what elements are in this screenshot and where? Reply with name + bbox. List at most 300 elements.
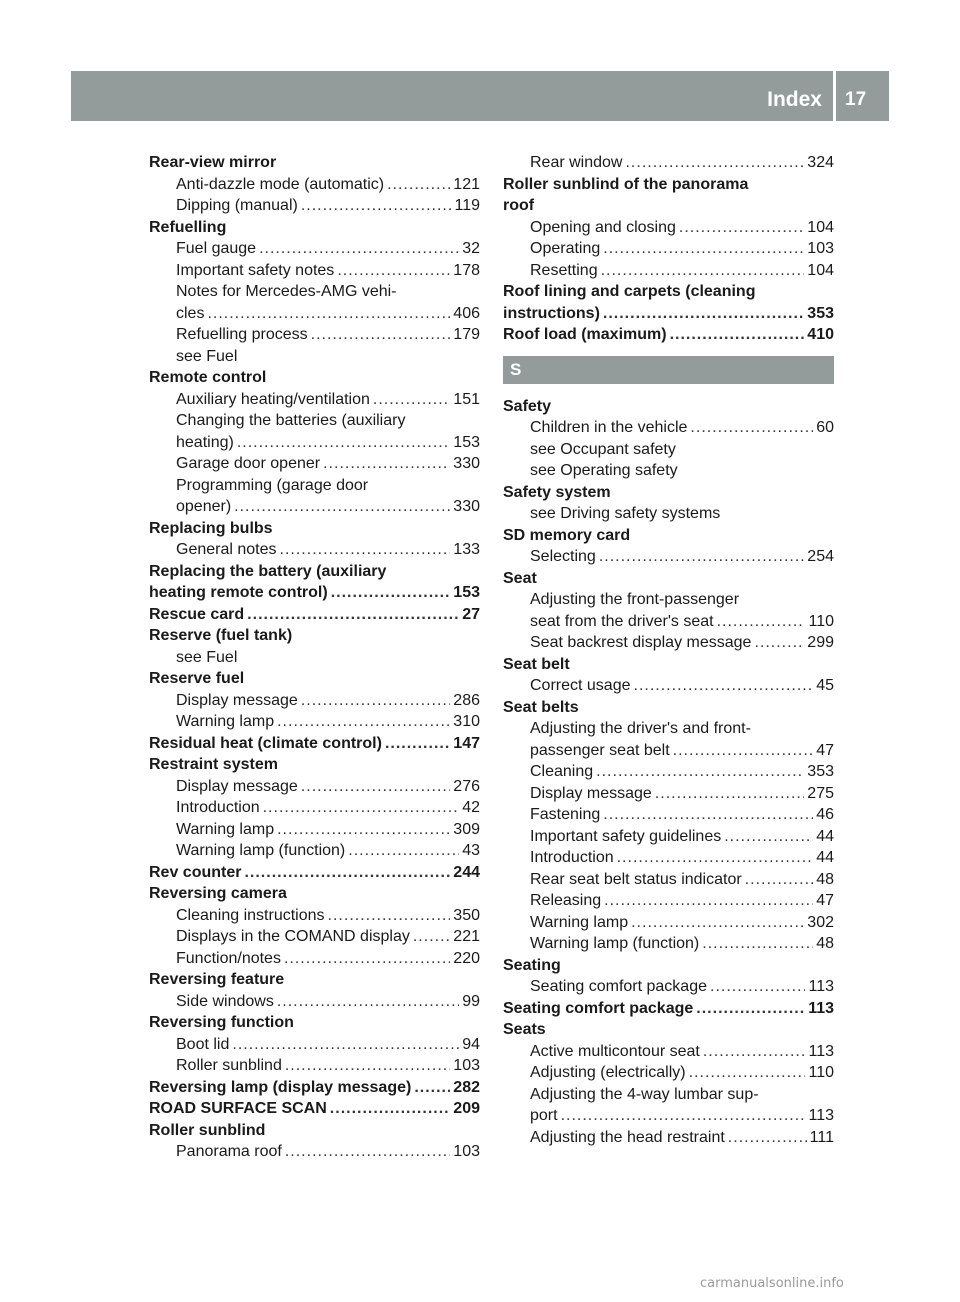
entry-label: Roller sunblind xyxy=(176,1057,282,1074)
page-reference-link[interactable]: 60 xyxy=(816,419,834,436)
entry-label: Reversing lamp (display message) xyxy=(149,1078,412,1096)
index-subentry[interactable] xyxy=(503,1041,834,1063)
entry-label: heating remote control) xyxy=(149,584,328,601)
leader-dots xyxy=(724,826,813,848)
leader-dots xyxy=(596,761,804,783)
index-subentry[interactable] xyxy=(503,826,834,848)
entry-label: Display message xyxy=(176,777,298,795)
page-reference-link[interactable]: 32 xyxy=(462,240,480,257)
leader-dots xyxy=(696,998,805,1020)
entry-label: Safety xyxy=(503,397,552,415)
index-column-right xyxy=(503,152,834,1148)
index-subentry[interactable] xyxy=(503,152,834,174)
index-subentry[interactable] xyxy=(149,496,480,518)
entry-label: Seats xyxy=(503,1021,546,1038)
entry-label: Resetting xyxy=(530,261,598,279)
entry-label: Seat xyxy=(503,569,537,587)
leader-dots xyxy=(689,1062,806,1084)
index-column-left xyxy=(149,152,480,1163)
leader-dots xyxy=(679,217,804,239)
leader-dots xyxy=(702,933,813,955)
index-subentry[interactable] xyxy=(503,890,834,912)
leader-dots xyxy=(617,847,814,869)
index-subentry[interactable] xyxy=(149,840,480,862)
page-reference-link[interactable]: 276 xyxy=(453,777,480,795)
leader-dots xyxy=(301,195,452,217)
index-entry-heading xyxy=(149,367,480,389)
leader-dots xyxy=(263,797,460,819)
entry-label: Warning lamp (function) xyxy=(530,935,700,952)
index-entry-heading xyxy=(503,654,834,676)
leader-dots xyxy=(234,496,450,518)
index-subentry[interactable] xyxy=(149,1141,480,1163)
entry-label: Rear-view mirror xyxy=(149,154,277,171)
entry-label: ROAD SURFACE SCAN xyxy=(149,1100,327,1117)
entry-label: Correct usage xyxy=(530,677,631,694)
index-entry-heading xyxy=(149,668,480,690)
leader-dots xyxy=(603,804,813,826)
entry-label: see Driving safety systems xyxy=(530,505,721,522)
index-subentry[interactable] xyxy=(503,847,834,869)
header-divider xyxy=(833,71,836,121)
index-entry-heading xyxy=(503,525,834,547)
entry-label: Restraint system xyxy=(149,756,278,773)
page-reference-link[interactable]: 133 xyxy=(453,541,480,558)
page-number: 17 xyxy=(845,89,867,110)
page-reference-link[interactable]: 111 xyxy=(809,1128,834,1146)
page-reference-link[interactable]: 353 xyxy=(807,763,834,780)
entry-label: Adjusting the front-passenger xyxy=(530,591,740,608)
entry-label: see Occupant safety xyxy=(530,440,676,458)
index-subentry[interactable] xyxy=(503,675,834,697)
entry-label: Side windows xyxy=(176,992,274,1010)
entry-label: Seating comfort package xyxy=(503,999,694,1017)
leader-dots xyxy=(414,1077,450,1099)
index-entry-heading[interactable] xyxy=(149,604,480,626)
index-subentry[interactable] xyxy=(149,260,480,282)
entry-label: Reserve (fuel tank) xyxy=(149,627,293,644)
index-entry-heading xyxy=(149,754,480,776)
entry-label: Releasing xyxy=(530,892,602,909)
entry-label: Introduction xyxy=(530,849,614,866)
entry-label: Warning lamp xyxy=(176,713,275,730)
index-subentry[interactable] xyxy=(503,546,834,568)
leader-dots xyxy=(337,260,450,282)
entry-label: Reversing camera xyxy=(149,885,287,902)
page-reference-link[interactable]: 43 xyxy=(462,842,480,859)
index-subentry[interactable] xyxy=(503,217,834,239)
page-reference-link[interactable]: 282 xyxy=(453,1078,480,1096)
entry-label: Anti-dazzle mode (automatic) xyxy=(176,175,385,193)
index-subentry[interactable] xyxy=(149,819,480,841)
page-reference-link[interactable]: 94 xyxy=(462,1035,480,1053)
leader-dots xyxy=(280,539,451,561)
leader-dots xyxy=(331,582,451,604)
index-subentry xyxy=(149,346,480,368)
page-reference-link[interactable]: 310 xyxy=(453,713,480,730)
index-subentry[interactable] xyxy=(503,761,834,783)
watermark: carmanualsonline.info xyxy=(700,1276,844,1291)
leader-dots xyxy=(385,733,450,755)
index-entry-heading[interactable] xyxy=(149,862,480,884)
index-subentry[interactable] xyxy=(149,389,480,411)
index-entry-heading[interactable] xyxy=(149,582,480,604)
page-reference-link[interactable]: 286 xyxy=(453,691,480,709)
index-subentry[interactable] xyxy=(149,926,480,948)
entry-label: Roof lining and carpets (cleaning xyxy=(503,283,756,300)
entry-label: General notes xyxy=(176,541,277,558)
index-subentry[interactable] xyxy=(503,912,834,934)
leader-dots xyxy=(561,1105,806,1127)
page-reference-link[interactable]: 113 xyxy=(808,1107,834,1124)
entry-label: Reversing feature xyxy=(149,971,285,988)
index-subentry xyxy=(503,439,834,461)
page-reference-link[interactable]: 178 xyxy=(453,261,480,279)
entry-label: Reserve fuel xyxy=(149,670,245,687)
leader-dots xyxy=(259,238,459,260)
index-subentry[interactable] xyxy=(503,869,834,891)
leader-dots xyxy=(631,912,804,934)
page-reference-link[interactable]: 406 xyxy=(453,304,480,322)
entry-label: Important safety notes xyxy=(176,261,335,279)
entry-label: Panorama roof xyxy=(176,1143,282,1160)
entry-label: Important safety guidelines xyxy=(530,827,722,845)
leader-dots xyxy=(237,432,450,454)
entry-label: seat from the driver's seat xyxy=(530,612,714,630)
page-reference-link[interactable]: 104 xyxy=(807,261,834,279)
index-subentry xyxy=(503,1084,834,1106)
index-subentry[interactable] xyxy=(503,1105,834,1127)
leader-dots xyxy=(285,1055,450,1077)
index-entry-heading[interactable] xyxy=(149,733,480,755)
entry-label: Adjusting the driver's and front- xyxy=(530,720,751,737)
entry-label: Function/notes xyxy=(176,949,281,967)
index-subentry[interactable] xyxy=(149,195,480,217)
index-subentry[interactable] xyxy=(503,976,834,998)
page-reference-link[interactable]: 153 xyxy=(453,433,480,451)
index-subentry[interactable] xyxy=(503,1127,834,1149)
entry-label: Seating xyxy=(503,956,561,974)
entry-label: Rev counter xyxy=(149,863,242,881)
entry-label: Rescue card xyxy=(149,605,245,623)
index-subentry xyxy=(503,460,834,482)
index-subentry[interactable] xyxy=(149,1055,480,1077)
entry-label: Introduction xyxy=(176,799,260,816)
index-entry-heading xyxy=(503,955,834,977)
index-entry-heading[interactable] xyxy=(503,303,834,325)
entry-label: Notes for Mercedes-AMG vehi- xyxy=(176,283,397,300)
leader-dots xyxy=(703,1041,806,1063)
page-title: Index xyxy=(767,88,822,111)
entry-label: Selecting xyxy=(530,548,596,565)
entry-label: Seat belts xyxy=(503,698,579,716)
index-subentry[interactable] xyxy=(149,324,480,346)
leader-dots xyxy=(277,819,450,841)
index-entry-heading[interactable] xyxy=(503,998,834,1020)
entry-label: heating) xyxy=(176,433,234,451)
index-entry-heading xyxy=(503,568,834,590)
page-reference-link[interactable]: 330 xyxy=(453,455,480,472)
leader-dots xyxy=(328,905,451,927)
leader-dots xyxy=(373,389,450,411)
leader-dots xyxy=(728,1127,807,1149)
index-subentry[interactable] xyxy=(149,1034,480,1056)
entry-label: Adjusting the 4-way lumbar sup- xyxy=(530,1085,759,1103)
index-subentry xyxy=(503,503,834,525)
index-entry-heading xyxy=(503,1019,834,1041)
entry-label: Active multicontour seat xyxy=(530,1042,700,1060)
index-subentry[interactable] xyxy=(503,417,834,439)
entry-label: Seating comfort package xyxy=(530,978,707,995)
page-reference-link[interactable]: 353 xyxy=(807,304,834,322)
leader-dots xyxy=(285,1141,450,1163)
page-reference-link[interactable]: 110 xyxy=(808,612,834,630)
entry-label: Warning lamp xyxy=(176,820,275,838)
page-reference-link[interactable]: 42 xyxy=(462,799,480,816)
entry-label: Warning lamp xyxy=(530,913,629,931)
index-subentry[interactable] xyxy=(149,948,480,970)
leader-dots xyxy=(745,869,814,891)
page-reference-link[interactable]: 44 xyxy=(816,849,834,866)
entry-label: Adjusting the head restraint xyxy=(530,1128,725,1146)
entry-label: Roller sunblind xyxy=(149,1121,266,1139)
page-reference-link[interactable]: 275 xyxy=(807,784,834,802)
leader-dots xyxy=(301,690,450,712)
entry-label: Dipping (manual) xyxy=(176,197,298,214)
leader-dots xyxy=(754,632,804,654)
entry-label: Changing the batteries (auxiliary xyxy=(176,412,406,429)
index-subentry xyxy=(149,475,480,497)
page-reference-link[interactable]: 254 xyxy=(807,548,834,565)
leader-dots xyxy=(717,611,806,633)
entry-label: Display message xyxy=(530,784,652,802)
entry-label: Residual heat (climate control) xyxy=(149,734,382,752)
leader-dots xyxy=(244,862,450,884)
index-entry-heading xyxy=(503,281,834,303)
index-entry-heading xyxy=(149,625,480,647)
index-entry-heading xyxy=(149,1012,480,1034)
entry-label: Adjusting (electrically) xyxy=(530,1064,686,1081)
leader-dots xyxy=(277,711,450,733)
page-reference-link[interactable]: 330 xyxy=(453,498,480,515)
entry-label: Cleaning xyxy=(530,763,594,780)
index-entry-heading[interactable] xyxy=(149,1098,480,1120)
index-subentry[interactable] xyxy=(503,1062,834,1084)
page-reference-link[interactable]: 45 xyxy=(816,677,834,694)
index-entry-heading xyxy=(149,1120,480,1142)
index-subentry[interactable] xyxy=(149,991,480,1013)
page-reference-link[interactable]: 209 xyxy=(453,1100,480,1117)
entry-label: roof xyxy=(503,197,535,214)
page-reference-link[interactable]: 99 xyxy=(462,992,480,1010)
section-letter: S xyxy=(510,359,522,379)
index-subentry xyxy=(149,410,480,432)
index-entry-heading xyxy=(503,174,834,196)
page-reference-link[interactable]: 47 xyxy=(816,892,834,909)
index-subentry[interactable] xyxy=(149,776,480,798)
index-subentry[interactable] xyxy=(149,432,480,454)
entry-label: Seat backrest display message xyxy=(530,634,752,651)
leader-dots xyxy=(625,152,804,174)
leader-dots xyxy=(247,604,459,626)
entry-label: see Fuel xyxy=(176,347,238,365)
index-subentry[interactable] xyxy=(503,260,834,282)
leader-dots xyxy=(311,324,451,346)
index-subentry[interactable] xyxy=(149,797,480,819)
entry-label: passenger seat belt xyxy=(530,741,670,759)
leader-dots xyxy=(655,783,804,805)
entry-label: Rear window xyxy=(530,154,623,171)
leader-dots xyxy=(330,1098,451,1120)
page-reference-link[interactable]: 302 xyxy=(807,913,834,931)
index-entry-heading xyxy=(503,697,834,719)
index-entry-heading[interactable] xyxy=(149,1077,480,1099)
entry-label: Operating xyxy=(530,240,601,257)
page-reference-link[interactable]: 350 xyxy=(453,906,480,924)
entry-label: Display message xyxy=(176,691,298,709)
page-reference-link[interactable]: 410 xyxy=(807,326,834,343)
page-reference-link[interactable]: 153 xyxy=(453,584,480,601)
page-reference-link[interactable]: 103 xyxy=(807,240,834,257)
entry-label: Remote control xyxy=(149,369,267,386)
page-reference-link[interactable]: 113 xyxy=(808,978,834,995)
index-subentry[interactable] xyxy=(503,632,834,654)
index-subentry[interactable] xyxy=(503,804,834,826)
page-reference-link[interactable]: 48 xyxy=(816,870,834,888)
entry-label: Auxiliary heating/ventilation xyxy=(176,390,370,408)
index-entry-heading xyxy=(503,396,834,418)
leader-dots xyxy=(690,417,813,439)
index-entry-heading xyxy=(503,195,834,217)
entry-label: Replacing bulbs xyxy=(149,519,273,537)
index-subentry[interactable] xyxy=(503,933,834,955)
page-reference-link[interactable]: 113 xyxy=(808,1042,834,1060)
leader-dots xyxy=(413,926,450,948)
leader-dots xyxy=(207,303,450,325)
index-entry-heading xyxy=(503,482,834,504)
page-reference-link[interactable]: 179 xyxy=(453,326,480,343)
page-reference-link[interactable]: 121 xyxy=(453,175,480,193)
index-entry-heading xyxy=(149,217,480,239)
section-letter-header xyxy=(503,356,834,384)
entry-label: Programming (garage door xyxy=(176,476,369,494)
entry-label: Children in the vehicle xyxy=(530,419,688,436)
index-subentry[interactable] xyxy=(149,453,480,475)
entry-label: Rear seat belt status indicator xyxy=(530,870,742,888)
page-reference-link[interactable]: 46 xyxy=(816,806,834,823)
leader-dots xyxy=(673,740,814,762)
index-entry-heading xyxy=(149,969,480,991)
page-reference-link[interactable]: 244 xyxy=(453,863,480,881)
leader-dots xyxy=(634,675,814,697)
page-reference-link[interactable]: 220 xyxy=(453,949,480,967)
page-reference-link[interactable]: 44 xyxy=(816,827,834,845)
leader-dots xyxy=(599,546,804,568)
page-reference-link[interactable]: 221 xyxy=(453,928,480,945)
page-reference-link[interactable]: 151 xyxy=(453,390,480,408)
leader-dots xyxy=(277,991,459,1013)
index-subentry[interactable] xyxy=(503,238,834,260)
entry-label: cles xyxy=(176,304,205,322)
leader-dots xyxy=(387,174,450,196)
index-subentry xyxy=(503,589,834,611)
leader-dots xyxy=(670,324,805,346)
entry-label: Seat belt xyxy=(503,655,570,673)
entry-label: Roof load (maximum) xyxy=(503,326,667,343)
entry-label: Fuel gauge xyxy=(176,240,257,257)
page-reference-link[interactable]: 299 xyxy=(807,634,834,651)
entry-label: Warning lamp (function) xyxy=(176,842,346,859)
page-reference-link[interactable]: 104 xyxy=(807,218,834,236)
entry-label: Reversing function xyxy=(149,1014,294,1031)
index-subentry[interactable] xyxy=(503,611,834,633)
index-entry-heading xyxy=(149,561,480,583)
leader-dots xyxy=(348,840,459,862)
page-reference-link[interactable]: 309 xyxy=(453,820,480,838)
index-subentry[interactable] xyxy=(503,740,834,762)
entry-label: opener) xyxy=(176,498,232,515)
index-subentry xyxy=(149,281,480,303)
index-subentry[interactable] xyxy=(149,711,480,733)
page-reference-link[interactable]: 103 xyxy=(453,1143,480,1160)
index-entry-heading xyxy=(149,518,480,540)
page-reference-link[interactable]: 48 xyxy=(816,935,834,952)
page-reference-link[interactable]: 103 xyxy=(453,1057,480,1074)
leader-dots xyxy=(603,238,804,260)
page-reference-link[interactable]: 113 xyxy=(808,999,834,1017)
entry-label: SD memory card xyxy=(503,526,631,544)
index-subentry[interactable] xyxy=(149,539,480,561)
index-entry-heading[interactable] xyxy=(503,324,834,346)
leader-dots xyxy=(301,776,450,798)
page-reference-link[interactable]: 324 xyxy=(807,154,834,171)
entry-label: Opening and closing xyxy=(530,218,676,236)
leader-dots xyxy=(603,303,804,325)
page-reference-link[interactable]: 47 xyxy=(816,741,834,759)
leader-dots xyxy=(604,890,813,912)
leader-dots xyxy=(232,1034,459,1056)
entry-label: instructions) xyxy=(503,304,600,322)
entry-label: Cleaning instructions xyxy=(176,906,325,924)
entry-label: Roller sunblind of the panorama xyxy=(503,175,749,193)
index-subentry[interactable] xyxy=(149,174,480,196)
page-reference-link[interactable]: 119 xyxy=(454,197,480,214)
index-subentry[interactable] xyxy=(503,783,834,805)
index-subentry[interactable] xyxy=(149,690,480,712)
entry-label: Garage door opener xyxy=(176,455,321,472)
entry-label: Refuelling process xyxy=(176,326,308,343)
index-subentry xyxy=(149,647,480,669)
leader-dots xyxy=(601,260,805,282)
page-reference-link[interactable]: 27 xyxy=(462,605,480,623)
entry-label: see Fuel xyxy=(176,648,238,666)
entry-label: see Operating safety xyxy=(530,462,678,479)
entry-label: Safety system xyxy=(503,483,611,501)
index-entry-heading xyxy=(149,152,480,174)
index-subentry[interactable] xyxy=(149,238,480,260)
page-reference-link[interactable]: 110 xyxy=(808,1064,834,1081)
index-subentry xyxy=(503,718,834,740)
index-subentry[interactable] xyxy=(149,905,480,927)
index-subentry[interactable] xyxy=(149,303,480,325)
entry-label: Replacing the battery (auxiliary xyxy=(149,562,387,580)
page-reference-link[interactable]: 147 xyxy=(453,734,480,752)
leader-dots xyxy=(284,948,450,970)
leader-dots xyxy=(323,453,450,475)
entry-label: port xyxy=(530,1107,558,1124)
entry-label: Boot lid xyxy=(176,1035,230,1053)
index-entry-heading xyxy=(149,883,480,905)
